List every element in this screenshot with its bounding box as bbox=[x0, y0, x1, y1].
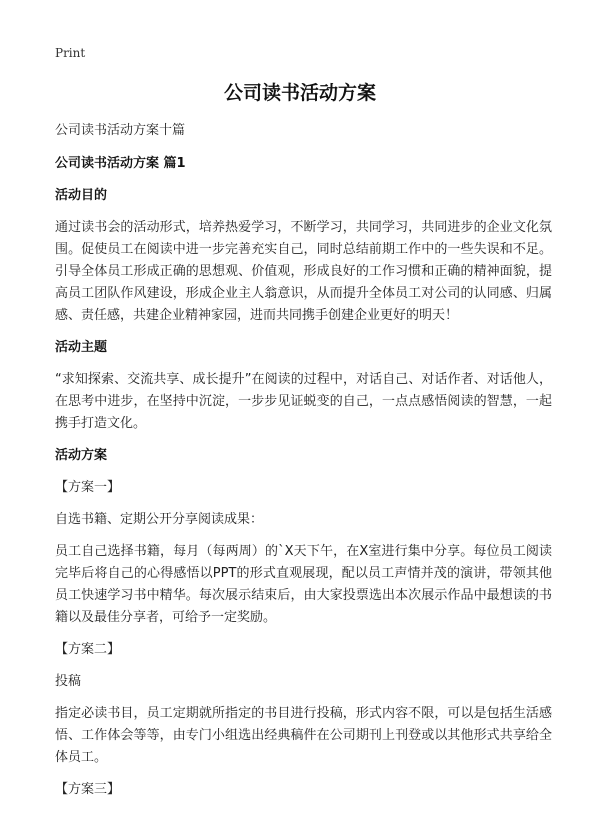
section-heading: 公司读书活动方案 篇1 bbox=[55, 156, 186, 171]
document-body bbox=[55, 120, 552, 811]
plan1-label: 【方案一】 bbox=[55, 480, 121, 495]
plan2-label: 【方案二】 bbox=[55, 642, 121, 657]
document-subtitle: 公司读书活动方案十篇 bbox=[55, 123, 186, 138]
plan-heading: 活动方案 bbox=[55, 448, 108, 463]
plan3-label: 【方案三】 bbox=[55, 782, 121, 797]
plan2-paragraph: 指定必读书目，员工定期就所指定的书目进行投稿，形式内容不限，可以是包括生活感悟、工作体会等等，由专门小组选出经典稿件在公司期刊上刊登或以其他形式共享给全体员工。 bbox=[55, 706, 552, 765]
plan1-paragraph: 员工自己选择书籍，每月（每两周）的`X天下午，在X室进行集中分享。每位员工阅读完毕后将自己的心得感悟以PPT的形式直观展现，配以员工声情并茂的演讲，带领其他员工快速学习书中精华。每次展示结束后，由大家投票选出本次展示作品中最想读的书籍以及最佳分享者，可给予一定奖励。 bbox=[55, 544, 552, 625]
purpose-paragraph: 通过读书会的活动形式，培养热爱学习，不断学习，共同学习，共同进步的企业文化氛围。促使员工在阅读中进一步完善充实自己，同时总结前期工作中的一些失误和不足。引导全体员工形成正确的思想观、价值观，形成良好的工作习惯和正确的精神面貌，提高员工团队作风建设，形成企业主人翁意识，从而提升全体员工对公司的认同感、归属感、责任感，共建企业精神家园，进而共同携手创建企业更好的明天！ bbox=[55, 220, 552, 323]
purpose-heading: 活动目的 bbox=[55, 188, 108, 203]
theme-heading: 活动主题 bbox=[55, 340, 108, 355]
print-link[interactable]: Print bbox=[55, 46, 86, 60]
plan1-intro: 自选书籍、定期公开分享阅读成果： bbox=[55, 512, 264, 527]
plan2-intro: 投稿 bbox=[55, 674, 82, 689]
theme-paragraph: “求知探索、交流共享、成长提升”在阅读的过程中，对话自己、对话作者、对话他人，在思考中进步，在坚持中沉淀，一步步见证蜕变的自己，一点点感悟阅读的智慧，一起携手打造文化。 bbox=[55, 372, 552, 431]
page-title: 公司读书活动方案 bbox=[223, 82, 376, 104]
